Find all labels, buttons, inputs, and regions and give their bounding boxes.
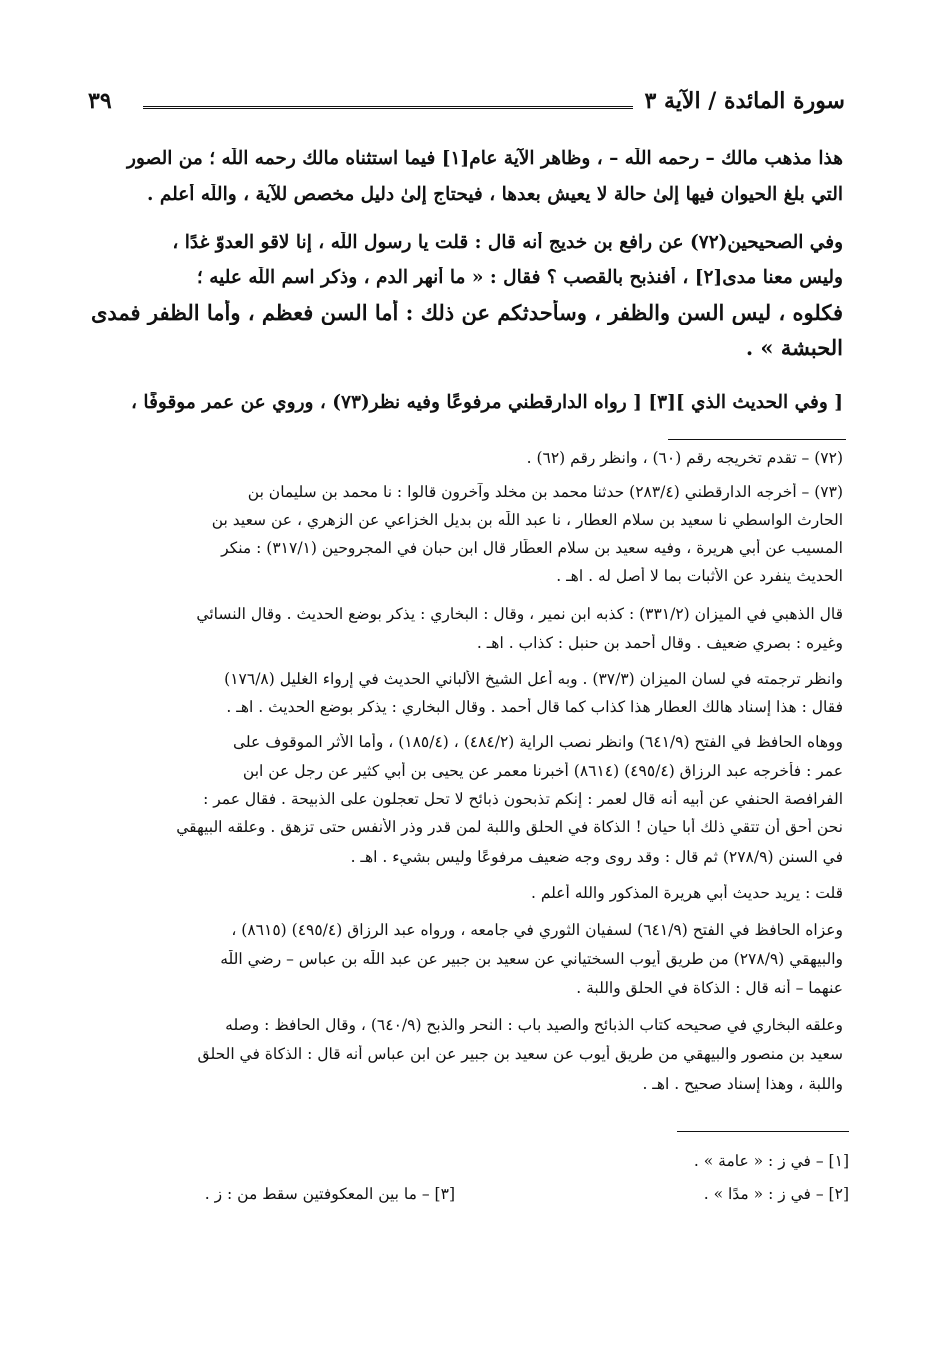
main-line: هذا مذهب مالك – رحمه اللّٰه – ، وظاهر الآية عام[١] فيما استثناه مالك رحمه اللّٰه ؛ من الصور bbox=[127, 148, 843, 169]
footnote-line: وغيره : بصري ضعيف . وقال أحمد بن حنبل : كذاب . اهـ . bbox=[476, 634, 843, 652]
footnote-line: قال الذهبي في الميزان (٣٣١/٢) : كذبه ابن نمير ، وقال : البخاري : يذكر بوضع الحديث . وقال النسائي bbox=[196, 605, 843, 623]
page-header bbox=[88, 88, 845, 124]
footnote-line: ووهاه الحافظ في الفتح (٦٤١/٩) وانظر نصب الراية (٤٨٤/٢) ، (١٨٥/٤) ، وأما الأثر الموقوف على bbox=[232, 733, 843, 751]
main-line: وليس معنا مدى[٢] ، أفنذبح بالقصب ؟ فقال : « ما أنهر الدم ، وذكر اسم اللّٰه عليه ؛ bbox=[196, 267, 843, 288]
main-line: التي بلغ الحيوان فيها إلىٰ حالة لا يعيش بعدها ، فيحتاج إلىٰ دليل مخصص للآية ، واللّٰه أعلم . bbox=[146, 184, 843, 205]
editor-notes-separator bbox=[677, 1131, 849, 1132]
main-line: الحبشة » . bbox=[745, 335, 843, 360]
footnote-line: وعزاه الحافظ في الفتح (٦٤١/٩) لسفيان الثوري في جامعه ، ورواه عبد الرزاق (٤٩٥/٤) (٨٦١٥) ، bbox=[231, 921, 843, 939]
footnote-line: عنهما – أنه قال : الذكاة في الحلق واللبة . bbox=[576, 979, 843, 997]
editor-note-2: [٢] – في ز : « مدًا » . bbox=[703, 1185, 849, 1203]
footnote-line: فقال : هذا إسناد هالك العطار هذا كذاب كما قال أحمد . وقال البخاري : يذكر بوضع الحديث . اهـ . bbox=[226, 698, 843, 716]
editor-note-3: [٣] – ما بين المعكوفتين سقط من : ز . bbox=[204, 1185, 455, 1203]
running-title: سورة المائدة / الآية ٣ bbox=[644, 88, 845, 114]
footnote-line: الفرافصة الحنفي عن أبيه أنه قال لعمر : إنكم تذبحون ذبائح لا تحل تعجلون على الذبيحة . فقال عمر : bbox=[203, 790, 843, 808]
footnote-line: الحارث الواسطي نا سعيد بن سلام العطار ، نا عبد اللّٰه بن بديل الخزاعي عن الزهري ، عن سعيد بن bbox=[211, 511, 843, 529]
footnote-line: واللبة ، وهذا إسناد صحيح . اهـ . bbox=[642, 1075, 843, 1093]
footnote-line: (٧٢) – تقدم تخريجه رقم (٦٠) ، وانظر رقم (٦٢) . bbox=[526, 449, 843, 467]
page-number: ٣٩ bbox=[88, 88, 112, 114]
header-rule bbox=[143, 106, 633, 109]
footnote-line: والبيهقي (٢٧٨/٩) من طريق أيوب السختياني عن سعيد بن جبير عن عبد اللّٰه بن عباس – رضي اللّٰه bbox=[220, 950, 843, 968]
footnote-line: المسيب عن أبي هريرة ، وفيه سعيد بن سلام العطّار قال ابن حبان في المجروحين (٣١٧/١) : منكر bbox=[221, 539, 843, 557]
footnote-line: وعلقه البخاري في صحيحه كتاب الذبائح والصيد باب : النحر والذبح (٦٤٠/٩) ، وقال الحافظ : وصله bbox=[225, 1016, 843, 1034]
editor-note-1: [١] – في ز : « عامة » . bbox=[693, 1152, 849, 1170]
main-line: فكلوه ، ليس السن والظفر ، وسأحدثكم عن ذلك : أما السن فعظم ، وأما الظفر فمدى bbox=[90, 300, 843, 325]
footnote-line: (٧٣) – أخرجه الدارقطني (٢٨٣/٤) حدثنا محمد بن مخلد وآخرون قالوا : نا محمد بن سليمان بن bbox=[247, 483, 843, 501]
main-line: وفي الصحيحين(٧٢) عن رافع بن خديج أنه قال : قلت يا رسول اللّٰه ، إنا لاقو العدوّ غدًا ، bbox=[172, 232, 843, 253]
footnote-line: سعيد بن منصور والبيهقي من طريق أيوب عن سعيد بن جبير عن ابن عباس أنه قال : الذكاة في الحلق bbox=[197, 1045, 843, 1063]
footnote-line: الحديث ينفرد عن الأثبات بما لا أصل له . اهـ . bbox=[556, 567, 843, 585]
footnote-line: قلت : يريد حديث أبي هريرة المذكور والله أعلم . bbox=[530, 884, 843, 902]
main-line: [ وفي الحديث الذي ][٣] [ رواه الدارقطني مرفوعًا وفيه نظر(٧٣) ، وروي عن عمر موقوفًا ، bbox=[131, 392, 843, 413]
footnote-line: عمر : فأخرجه عبد الرزاق (٤٩٥/٤) (٨٦١٤) أخبرنا معمر عن يحيى بن أبي كثير عن رجل عن ابن bbox=[242, 762, 843, 780]
footnote-separator bbox=[668, 439, 846, 440]
footnote-line: وانظر ترجمته في لسان الميزان (٣٧/٣) . وبه أعل الشيخ الألباني الحديث في إرواء الغليل (١٧٦/٨) bbox=[224, 670, 843, 688]
footnote-line: نحن أحق أن تتقي ذلك أبا حيان ! الذكاة في الحلق واللبة لمن قدر وذر الأنفس حتى تزهق . وعلقه البيهقي bbox=[176, 818, 843, 836]
footnote-line: في السنن (٢٧٨/٩) ثم قال : وقد روى وجه ضعيف مرفوعًا وليس بشيء . اهـ . bbox=[350, 848, 843, 866]
